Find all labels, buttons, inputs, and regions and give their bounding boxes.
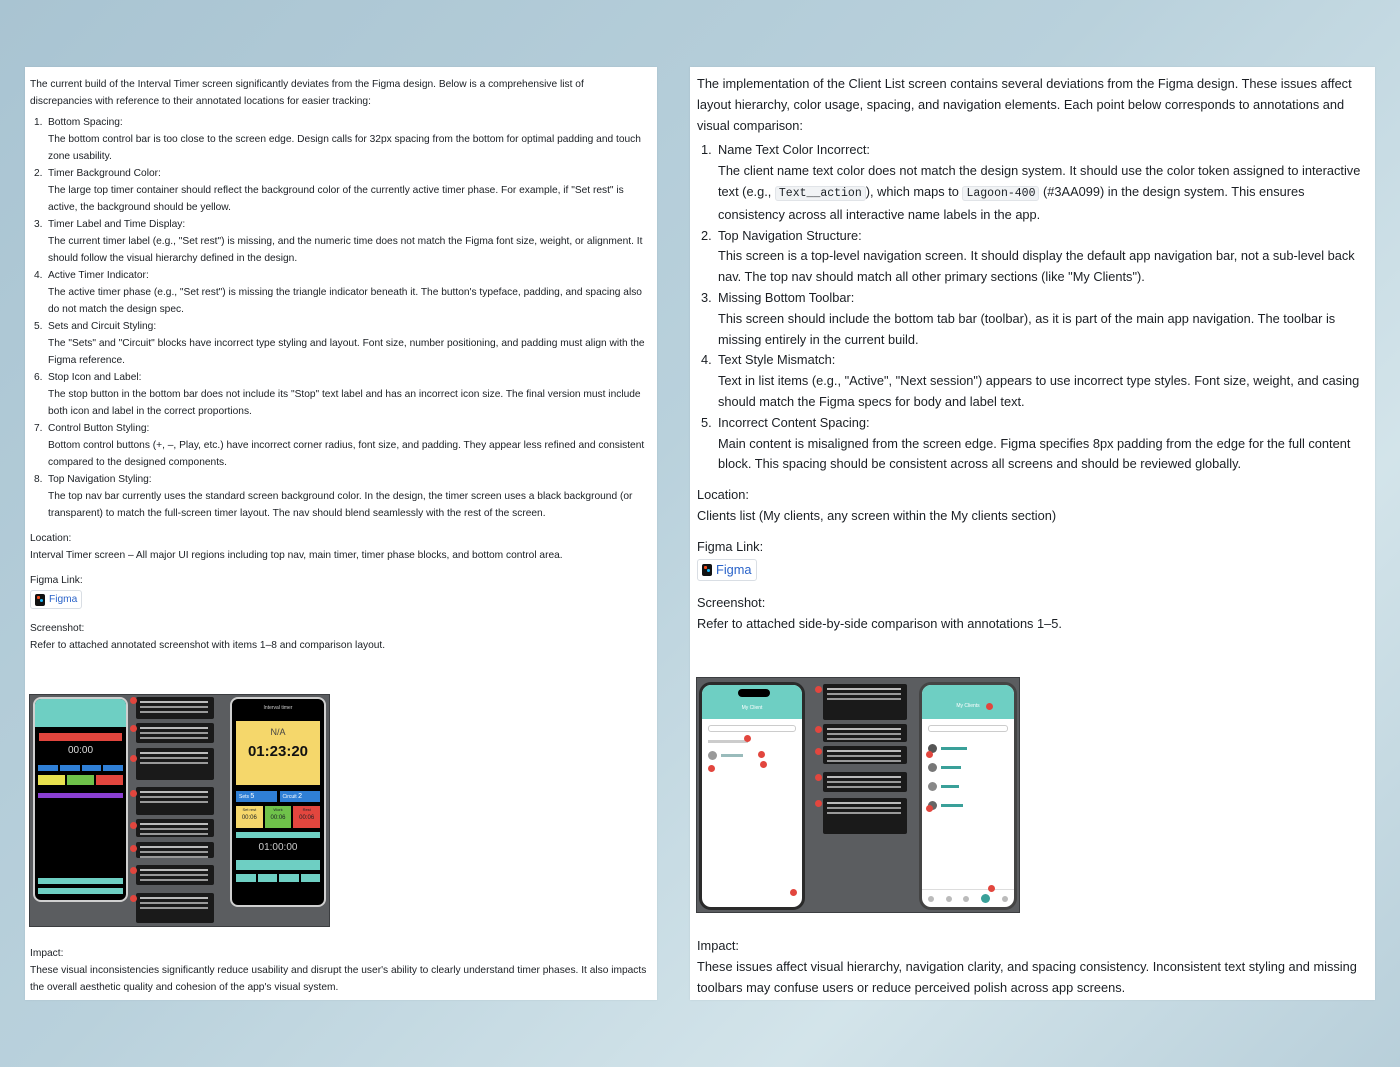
current-build-phone: [33, 697, 128, 902]
figma-design-phone: [230, 697, 326, 907]
issue-item: [30, 420, 645, 471]
issue-item: [697, 140, 1365, 225]
impact-text: These visual inconsistencies significantly reduce usability and disrupt the user's ability to clearly understand timer phases. It also impacts the overall aesthetic quality and cohesion of the app's visual system.: [30, 965, 647, 993]
issue-body: Bottom control buttons (+, –, Play, etc.) have incorrect corner radius, font size, and padding. They appear less refined and consistent compared to the designed components.: [48, 440, 645, 468]
issue-title: Sets and Circuit Styling:: [48, 321, 157, 332]
figma-link-label: Figma Link:: [697, 538, 764, 554]
report-intro: The implementation of the Client List screen contains several deviations from the Figma design. These issues affect layout hierarchy, color usage, spacing, and navigation elements. Each point below corresponds to annotations and visual comparison:: [697, 76, 1352, 133]
phase-time: 00:06: [270, 815, 286, 821]
circuit-value: 2: [298, 793, 302, 800]
annotation-notes: [136, 695, 218, 928]
figma-link-text: Figma: [716, 561, 752, 577]
issue-number: 8.: [34, 474, 43, 485]
screenshot-text: Refer to attached annotated screenshot with items 1–8 and comparison layout.: [30, 639, 386, 651]
phase-label: Set rest: [242, 807, 257, 812]
design-timer-label: N/A: [270, 727, 286, 737]
design-nav-title: My Clients: [956, 703, 980, 709]
token-lagoon-400: Lagoon-400: [962, 186, 1039, 201]
issue-title: Timer Background Color:: [48, 168, 161, 179]
figma-icon: [702, 564, 712, 576]
location-text: Interval Timer screen – All major UI regions including top nav, main timer, timer phase blocks, and bottom control area.: [30, 550, 563, 561]
phase-label: Rest: [302, 807, 311, 812]
issue-number: 2.: [34, 168, 43, 179]
design-timer: 01:23:20: [247, 743, 309, 760]
issue-item: [30, 318, 645, 369]
issue-item: [697, 226, 1365, 288]
issue-number: 3.: [701, 289, 712, 305]
issue-number: 1.: [34, 117, 43, 128]
phase-time: 00:06: [241, 815, 257, 821]
impact-text: These issues affect visual hierarchy, navigation clarity, and spacing consistency. Inconsistent text styling and missing toolbars may confuse users or reduce perceived polish across app screens.: [697, 958, 1357, 995]
design-bottom-timer: 01:00:00: [258, 842, 298, 853]
figma-icon: [35, 594, 45, 606]
issue-number: 6.: [34, 372, 43, 383]
figma-link[interactable]: [30, 590, 82, 609]
issue-body: The active timer phase (e.g., "Set rest") is missing the triangle indicator beneath it. The button's typeface, padding, and spacing also do not match the design spec.: [48, 287, 642, 315]
current-nav-title: My Client: [741, 705, 763, 711]
issue-title: Name Text Color Incorrect:: [718, 142, 870, 158]
impact-label: Impact:: [697, 938, 739, 953]
issue-list: [697, 140, 1365, 475]
figma-design-phone: [919, 682, 1017, 910]
screenshot-label: Screenshot:: [30, 622, 85, 634]
figma-link[interactable]: [697, 559, 757, 582]
issue-title: Top Navigation Styling:: [48, 474, 152, 485]
issue-body: This screen is a top-level navigation screen. It should display the default app navigation bar, not a sub-level back nav. The top nav should match all other primary sections (like "My Clients").: [718, 248, 1355, 285]
issue-item: [697, 413, 1365, 475]
impact-section: [30, 945, 650, 996]
issue-item: [30, 165, 645, 216]
issue-title: Active Timer Indicator:: [48, 270, 149, 281]
issue-title: Text Style Mismatch:: [718, 352, 836, 368]
issue-body: The current timer label (e.g., "Set rest") is missing, and the numeric time does not match the Figma font size, weight, or alignment. It should follow the visual hierarchy defined in the design.: [48, 236, 643, 264]
issue-body: The top nav bar currently uses the standard screen background color. In the design, the timer screen uses a black background (or transparent) to match the full-screen timer layout. The nav should blend seamlessly with the rest of the screen.: [48, 491, 633, 519]
issue-body: This screen should include the bottom tab bar (toolbar), as it is part of the main app navigation. The toolbar is missing entirely in the current build.: [718, 310, 1336, 347]
report-intro: The current build of the Interval Timer screen significantly deviates from the Figma design. Below is a comprehensive list of discrepancies with reference to their annotated locations for easier tracking:: [30, 79, 584, 107]
design-nav-title: Interval timer: [263, 705, 293, 711]
impact-section: [697, 936, 1369, 998]
issue-number: 1.: [701, 142, 712, 158]
figma-link-label: Figma Link:: [30, 575, 83, 586]
issue-body: Text in list items (e.g., "Active", "Next session") appears to use incorrect type styles. Font size, weight, and casing should match the Figma specs for body and label text.: [718, 373, 1360, 409]
issue-item: [30, 369, 645, 420]
impact-label: Impact:: [30, 948, 64, 959]
issue-body: The "Sets" and "Circuit" blocks have incorrect type styling and layout. Font size, number positioning, and padding must align with the Figma reference.: [48, 338, 645, 366]
issue-body: The bottom control bar is too close to the screen edge. Design calls for 32px spacing from the bottom for optimal padding and touch zone usability.: [48, 134, 641, 162]
client-list-comparison-screenshot[interactable]: [696, 677, 1020, 913]
location-label: Location:: [30, 533, 72, 544]
issue-body: The large top timer container should reflect the background color of the currently active timer phase. For example, if "Set rest" is active, the background should be yellow.: [48, 185, 624, 213]
issue-number: 2.: [701, 227, 712, 243]
token-text-action: Text__action: [775, 186, 866, 201]
issue-number: 4.: [701, 352, 712, 368]
issue-number: 5.: [34, 321, 43, 332]
issue-item: [697, 350, 1365, 412]
current-build-phone: [699, 682, 805, 910]
issue-title: Incorrect Content Spacing:: [718, 414, 870, 430]
issue-item: [30, 114, 645, 165]
issue-number: 4.: [34, 270, 43, 281]
interval-timer-comparison-screenshot[interactable]: [29, 694, 330, 927]
sets-label: Sets: [239, 794, 250, 800]
phase-time: 00:06: [299, 815, 315, 821]
issue-body: Main content is misaligned from the screen edge. Figma specifies 8px padding from the edge for the full content block. This spacing should be consistent across all screens and should be reviewed globally.: [718, 435, 1351, 472]
phase-label: Work: [273, 807, 283, 812]
issue-number: 3.: [34, 219, 43, 230]
issue-item: [30, 267, 645, 318]
figma-link-text: Figma: [49, 594, 78, 605]
issue-number: 5.: [701, 414, 712, 430]
location-label: Location:: [697, 487, 749, 503]
issue-body: The client name text color does not match the design system. It should use the color token assigned to interactive text (e.g., Text__action ), which maps to Lagoon-400 (#3AA099) in the design system. This ensures consistency across all interactive name labels in the app.: [718, 163, 1361, 222]
screenshot-text: Refer to attached side-by-side comparison with annotations 1–5.: [697, 615, 1062, 631]
issue-title: Missing Bottom Toolbar:: [718, 289, 855, 305]
issue-item: [30, 216, 645, 267]
issue-list: [30, 114, 645, 522]
issue-title: Control Button Styling:: [48, 423, 150, 434]
location-text: Clients list (My clients, any screen within the My clients section): [697, 507, 1057, 523]
issue-item: [30, 471, 645, 522]
sets-value: 5: [250, 793, 255, 800]
issue-title: Bottom Spacing:: [48, 117, 123, 128]
issue-title: Timer Label and Time Display:: [48, 219, 186, 230]
issue-number: 7.: [34, 423, 43, 434]
issue-title: Top Navigation Structure:: [718, 227, 862, 243]
current-timer: 00:00: [67, 745, 94, 756]
issue-body: The stop button in the bottom bar does not include its "Stop" text label and has an incorrect icon size. The final version must include both icon and label in the correct proportions.: [48, 389, 641, 417]
issue-title: Stop Icon and Label:: [48, 372, 142, 383]
circuit-label: Circuit: [282, 794, 297, 800]
issue-item: [697, 288, 1365, 350]
annotation-notes: [823, 678, 913, 914]
screenshot-label: Screenshot:: [697, 594, 766, 610]
